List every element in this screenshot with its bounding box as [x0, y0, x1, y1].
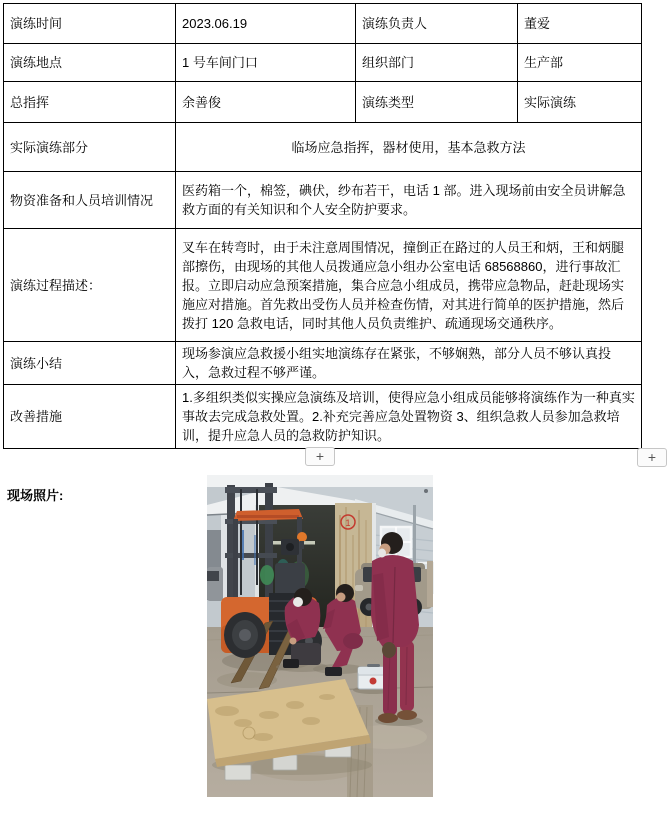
table-row [4, 4, 642, 44]
add-column-button-partial[interactable]: + [637, 448, 667, 467]
cell-drill-type-label[interactable]: 演练类型 [356, 82, 518, 123]
parked-car-right [427, 561, 433, 607]
cell-drill-leader-label[interactable]: 演练负责人 [356, 4, 518, 44]
cell-preparation-label[interactable]: 物资准备和人员培训情况 [4, 172, 176, 229]
cell-summary-value[interactable]: 现场参演应急救援小组实地演练存在紧张，不够娴熟，部分人员不够认真投入，急救过程不够严谨。 [176, 342, 642, 385]
table-row [4, 342, 642, 385]
cell-drill-time-value[interactable]: 2023.06.19 [176, 4, 356, 44]
cell-drill-type-value[interactable]: 实际演练 [518, 82, 642, 123]
drill-record-table [3, 3, 642, 449]
cell-org-dept-value[interactable]: 生产部 [518, 44, 642, 82]
cell-actual-part-label[interactable]: 实际演练部分 [4, 123, 176, 172]
table-row [4, 82, 642, 123]
table-row [4, 172, 642, 229]
table-row [4, 385, 642, 449]
svg-text:1: 1 [345, 518, 351, 528]
cell-drill-leader-value[interactable]: 董爱 [518, 4, 642, 44]
cell-summary-label[interactable]: 演练小结 [4, 342, 176, 385]
cell-org-dept-label[interactable]: 组织部门 [356, 44, 518, 82]
cell-actual-part-value[interactable]: 临场应急指挥，器材使用，基本急救方法 [176, 123, 642, 172]
cell-drill-place-value[interactable]: 1 号车间门口 [176, 44, 356, 82]
parked-car-left [207, 567, 223, 601]
cell-improvement-value[interactable]: 1.多组织类似实操应急演练及培训，使得应急小组成员能够将演练作为一种真实事故去完成急救处置。2.补充完善应急处置物资 3、组织急救人员参加急救培训，提升应急人员的急救防护知识。 [176, 385, 642, 449]
cell-process-value[interactable]: 叉车在转弯时，由于未注意周围情况，撞倒正在路过的人员王和炳，王和炳腿部擦伤，由现场的其他人员拨通应急小组办公室电话 68568860，进行事故汇报。立即启动应急预案措施，集合应急小组成员，携带应急物品，赶赴现场实施应对措施。首先救出受伤人员并检查伤情，对其进行简单的医护措施，然后拨打 120 急救电话，同时其他人员负责维护、疏通现场交通秩序。 [176, 229, 642, 342]
table-row [4, 44, 642, 82]
cell-drill-place-label[interactable]: 演练地点 [4, 44, 176, 82]
site-photo[interactable] [207, 475, 433, 797]
cell-commander-value[interactable]: 余善俊 [176, 82, 356, 123]
cell-drill-time-label[interactable]: 演练时间 [4, 4, 176, 44]
cell-process-label[interactable]: 演练过程描述： [4, 229, 176, 342]
table-row [4, 229, 642, 342]
cell-commander-label[interactable]: 总指挥 [4, 82, 176, 123]
table-row [4, 123, 642, 172]
site-photo-label: 现场照片: [7, 488, 64, 503]
add-row-button[interactable]: + [305, 447, 335, 466]
cell-improvement-label[interactable]: 改善措施 [4, 385, 176, 449]
cell-preparation-value[interactable]: 医药箱一个，棉签，碘伏，纱布若干，电话 1 部。进入现场前由安全员讲解急救方面的有关知识和个人安全防护要求。 [176, 172, 642, 229]
